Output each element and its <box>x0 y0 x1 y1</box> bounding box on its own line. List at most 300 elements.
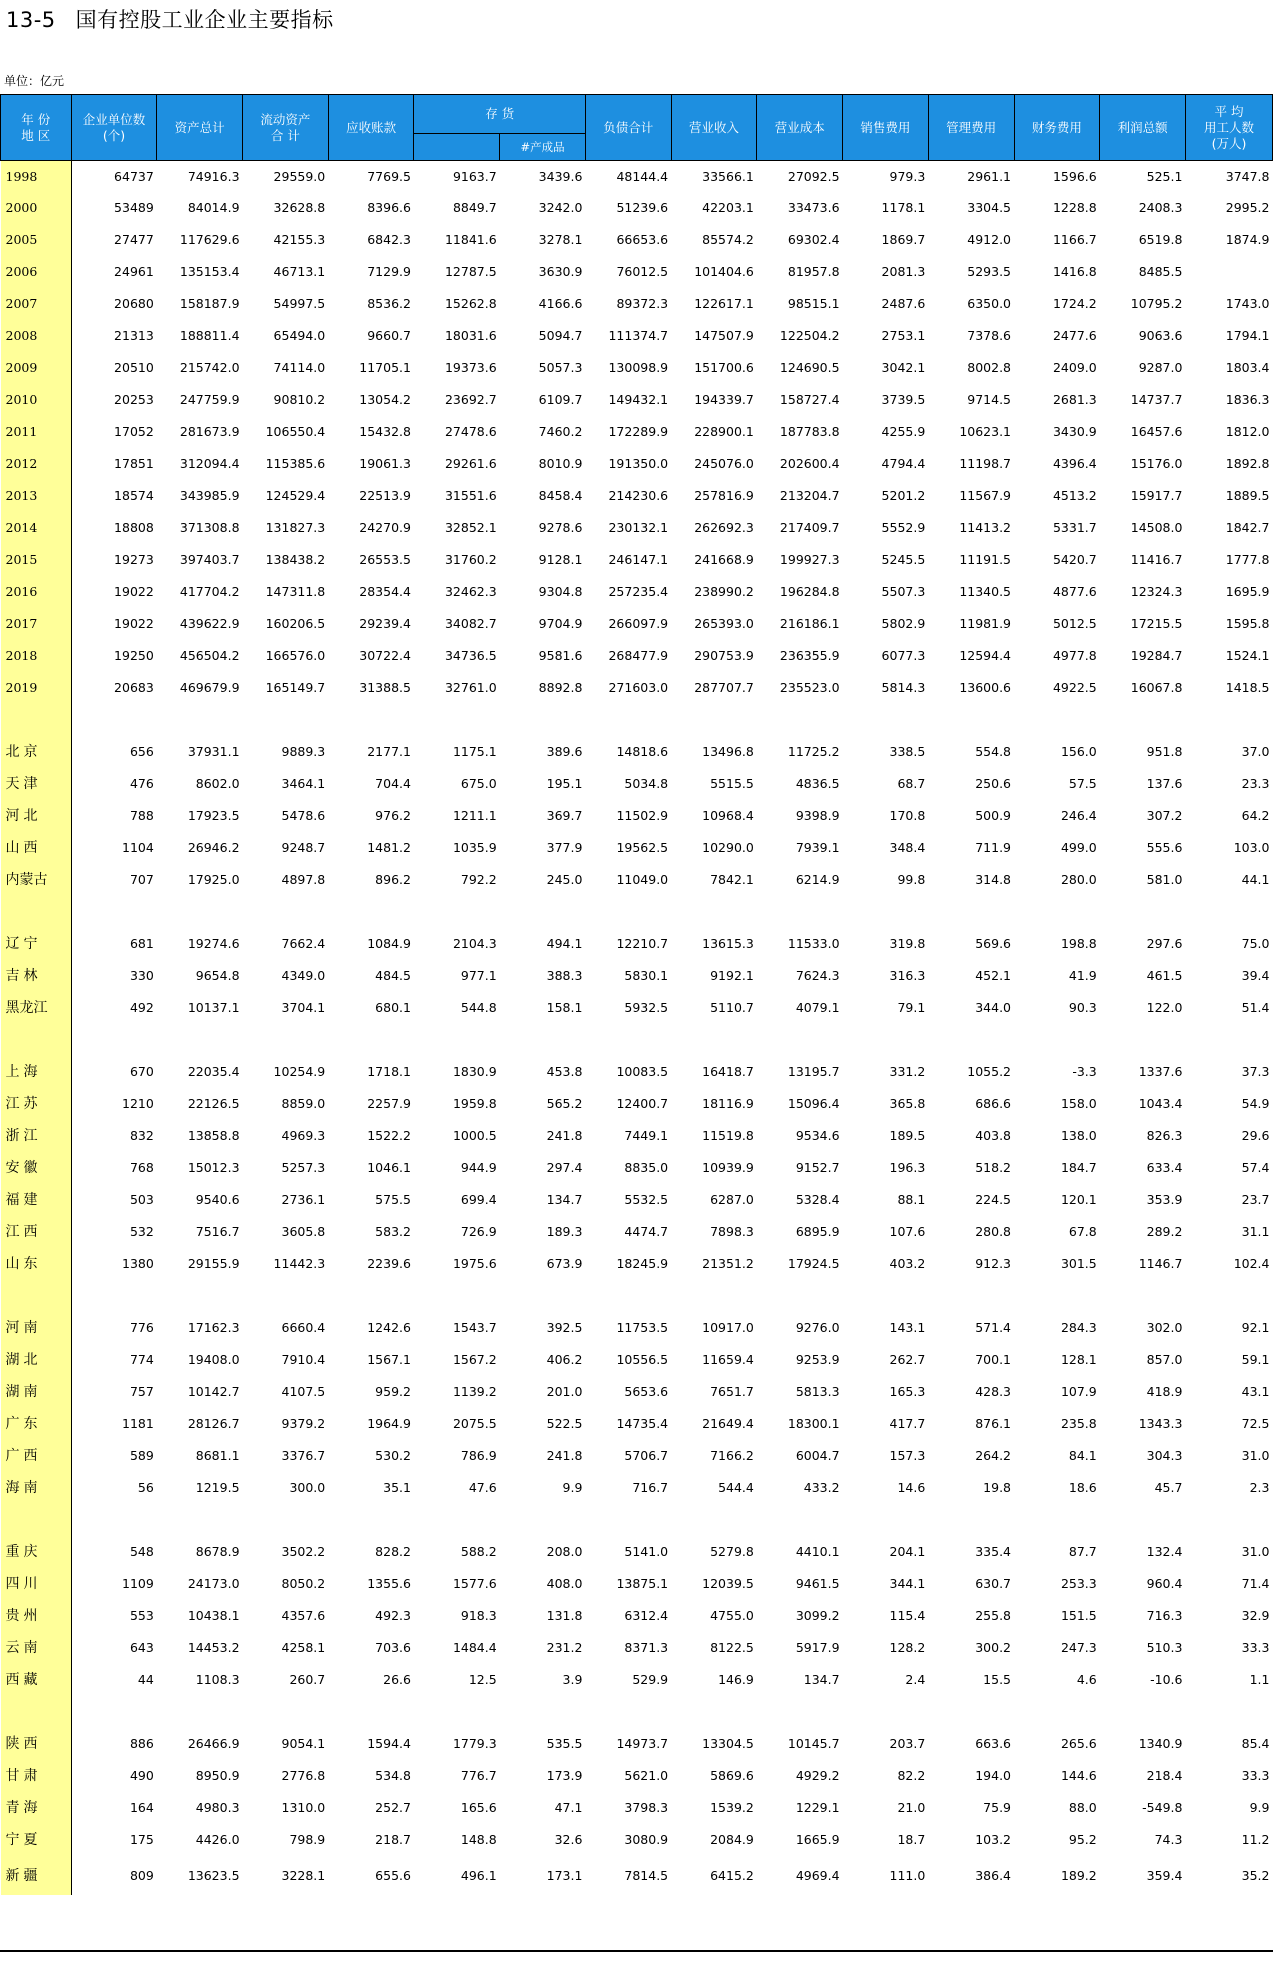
table-cell: 4474.7 <box>624 1223 669 1239</box>
table-cell: 10145.7 <box>787 1735 840 1751</box>
table-cell: 11705.1 <box>359 359 411 375</box>
table-cell: 496.1 <box>460 1867 497 1883</box>
table-cell: 461.5 <box>1146 967 1183 983</box>
table-cell <box>71 1279 157 1311</box>
table-cell: 253.3 <box>1060 1575 1097 1591</box>
table-cell: 194.0 <box>975 1767 1012 1783</box>
table-cell <box>843 1279 929 1311</box>
table-row <box>1 1599 1273 1631</box>
table-cell: 1166.7 <box>1052 231 1097 247</box>
table-cell: 43.1 <box>1241 1383 1270 1399</box>
table-cell: 15176.0 <box>1130 455 1183 471</box>
table-cell: 469679.9 <box>179 679 240 695</box>
table-cell: 1210 <box>122 1095 154 1111</box>
table-cell: 84014.9 <box>187 199 240 215</box>
table-cell: 786.9 <box>460 1447 497 1463</box>
table-cell: 397403.7 <box>179 551 240 567</box>
table-cell: 774 <box>129 1351 154 1367</box>
table-cell: 135153.4 <box>179 263 240 279</box>
table-cell: 365.8 <box>889 1095 926 1111</box>
row-region-label: 北京 <box>1 735 72 767</box>
table-cell: 130098.9 <box>608 359 669 375</box>
table-cell <box>414 1695 500 1727</box>
table-cell: 1046.1 <box>367 1159 411 1175</box>
header-accounts-receivable: 应收账款 <box>328 95 414 161</box>
table-cell: 19373.6 <box>444 359 497 375</box>
table-cell: 23.7 <box>1241 1191 1270 1207</box>
table-cell: 9534.6 <box>795 1127 840 1143</box>
table-row <box>1 671 1273 703</box>
table-cell <box>757 1695 843 1727</box>
table-cell: 228900.1 <box>694 423 754 439</box>
table-cell: 2477.6 <box>1052 327 1097 343</box>
table-cell: 85.4 <box>1241 1735 1270 1751</box>
table-cell: 132.4 <box>1146 1543 1183 1559</box>
table-row <box>1 1631 1273 1663</box>
table-cell: 6842.3 <box>367 231 411 247</box>
table-cell: 11.2 <box>1241 1831 1270 1847</box>
table-cell: 331.2 <box>889 1063 926 1079</box>
table-cell <box>671 1695 757 1727</box>
table-cell: 17925.0 <box>187 871 240 887</box>
table-cell: 26946.2 <box>187 839 240 855</box>
table-cell: 238990.2 <box>694 583 754 599</box>
table-cell: 208.0 <box>546 1543 583 1559</box>
table-cell: 203.7 <box>889 1735 926 1751</box>
table-cell: 7516.7 <box>195 1223 240 1239</box>
table-cell: 5478.6 <box>281 807 326 823</box>
table-row <box>1 351 1273 383</box>
table-cell: 1959.8 <box>452 1095 497 1111</box>
row-year-label: 2011 <box>1 415 72 447</box>
table-cell: 700.1 <box>975 1351 1012 1367</box>
table-cell: 655.6 <box>375 1867 411 1883</box>
table-cell <box>157 1023 243 1055</box>
table-cell: 307.2 <box>1146 807 1183 823</box>
table-cell: 499.0 <box>1060 839 1097 855</box>
row-region-label: 辽宁 <box>1 927 72 959</box>
table-cell: 403.2 <box>889 1255 926 1271</box>
table-row <box>1 1663 1273 1695</box>
table-cell: 34082.7 <box>444 615 497 631</box>
table-cell: 252.7 <box>375 1799 411 1815</box>
table-cell: 26.6 <box>383 1671 411 1687</box>
table-cell: 792.2 <box>460 871 497 887</box>
table-cell <box>157 895 243 927</box>
table-cell <box>843 895 929 927</box>
table-cell: 23.3 <box>1241 775 1270 791</box>
table-cell: 13875.1 <box>616 1575 669 1591</box>
table-cell: 5141.0 <box>624 1543 669 1559</box>
table-cell: 8950.9 <box>195 1767 240 1783</box>
table-cell: 297.4 <box>546 1159 583 1175</box>
table-cell: 68.7 <box>897 775 926 791</box>
table-cell: 1035.9 <box>452 839 497 855</box>
table-cell: 1743.0 <box>1225 295 1270 311</box>
table-cell: 13496.8 <box>702 743 754 759</box>
table-row <box>1 1727 1273 1759</box>
table-cell: 16457.6 <box>1130 423 1183 439</box>
table-row <box>1 1567 1273 1599</box>
table-cell: 4255.9 <box>881 423 926 439</box>
row-region-label: 贵州 <box>1 1599 72 1631</box>
table-cell: 5932.5 <box>624 999 669 1015</box>
header-operating-revenue: 营业收入 <box>671 95 757 161</box>
table-cell: 255.8 <box>975 1607 1012 1623</box>
table-cell: 9704.9 <box>538 615 583 631</box>
table-cell: 122617.1 <box>694 295 754 311</box>
table-cell: 4877.6 <box>1052 583 1097 599</box>
table-cell: 4349.0 <box>281 967 326 983</box>
table-cell: 214230.6 <box>608 487 669 503</box>
table-cell: 5653.6 <box>624 1383 669 1399</box>
table-cell <box>585 703 671 735</box>
table-cell <box>71 1503 157 1535</box>
table-cell: 344.1 <box>889 1575 926 1591</box>
table-cell: 7460.2 <box>538 423 583 439</box>
table-cell: 115385.6 <box>265 455 326 471</box>
table-row <box>1 607 1273 639</box>
table-cell: 5507.3 <box>881 583 926 599</box>
table-cell: 18.7 <box>897 1831 926 1847</box>
table-cell: 2084.9 <box>710 1831 754 1847</box>
table-cell: 64.2 <box>1241 807 1270 823</box>
table-cell: 548 <box>129 1543 154 1559</box>
table-cell: 57.4 <box>1241 1159 1270 1175</box>
table-cell: 157.3 <box>889 1447 926 1463</box>
table-cell: 280.0 <box>1060 871 1097 887</box>
table-cell: 1416.8 <box>1052 263 1097 279</box>
table-cell <box>1014 1279 1100 1311</box>
table-cell: 146.9 <box>718 1671 754 1687</box>
table-cell: 297.6 <box>1146 935 1183 951</box>
table-cell: 1794.1 <box>1225 327 1270 343</box>
table-cell: 522.5 <box>546 1415 583 1431</box>
table-cell: 13623.5 <box>187 1867 240 1883</box>
table-cell: 5245.5 <box>881 551 926 567</box>
table-row <box>1 767 1273 799</box>
table-cell: 1522.2 <box>367 1127 411 1143</box>
table-cell: 9192.1 <box>710 967 754 983</box>
table-cell: 13054.2 <box>359 391 411 407</box>
table-cell: 776 <box>129 1319 154 1335</box>
table-row <box>1 991 1273 1023</box>
table-cell: 768 <box>129 1159 154 1175</box>
table-cell: 1175.1 <box>452 743 497 759</box>
table-cell: 1000.5 <box>452 1127 497 1143</box>
table-body <box>1 161 1273 1896</box>
table-cell: 29239.4 <box>359 615 411 631</box>
table-cell: 4166.6 <box>538 295 583 311</box>
table-cell: 89372.3 <box>616 295 669 311</box>
table-cell: 9304.8 <box>538 583 583 599</box>
row-year-label: 2005 <box>1 223 72 255</box>
table-cell: 6350.0 <box>967 295 1012 311</box>
table-cell: 17162.3 <box>187 1319 240 1335</box>
table-cell: 500.9 <box>975 807 1012 823</box>
header-avg-employees: 平 均 用工人数 (万人) <box>1185 95 1272 161</box>
table-cell: 2776.8 <box>281 1767 326 1783</box>
table-cell: 27092.5 <box>787 168 840 184</box>
table-cell: 35.2 <box>1241 1867 1270 1883</box>
table-cell: 148.8 <box>460 1831 497 1847</box>
table-cell: 9889.3 <box>281 743 326 759</box>
table-cell <box>500 1503 586 1535</box>
table-cell: 7662.4 <box>281 935 326 951</box>
table-cell <box>1014 1023 1100 1055</box>
table-cell: 13615.3 <box>702 935 754 951</box>
table-row <box>1 639 1273 671</box>
table-cell: 5515.5 <box>710 775 754 791</box>
row-region-label: 广东 <box>1 1407 72 1439</box>
table-cell: 8458.4 <box>538 487 583 503</box>
table-cell <box>1014 1503 1100 1535</box>
table-cell: 544.4 <box>718 1479 754 1495</box>
table-cell: 918.3 <box>460 1607 497 1623</box>
table-cell <box>928 703 1014 735</box>
table-cell: 857.0 <box>1146 1351 1183 1367</box>
table-cell <box>500 703 586 735</box>
table-cell: 4755.0 <box>710 1607 754 1623</box>
table-cell: 18300.1 <box>787 1415 840 1431</box>
table-row <box>1 735 1273 767</box>
table-cell: 5034.8 <box>624 775 669 791</box>
table-cell: 1695.9 <box>1225 583 1270 599</box>
table-cell: 66653.6 <box>616 231 669 247</box>
table-cell: 11981.9 <box>959 615 1012 631</box>
table-cell: 31388.5 <box>359 679 411 695</box>
table-cell: 85574.2 <box>702 231 754 247</box>
table-cell: 1343.3 <box>1138 1415 1183 1431</box>
table-cell <box>843 1695 929 1727</box>
table-cell: 138.0 <box>1060 1127 1097 1143</box>
table-cell: 24173.0 <box>187 1575 240 1591</box>
table-cell: 2487.6 <box>881 295 926 311</box>
table-cell: 27478.6 <box>444 423 497 439</box>
table-cell: 663.6 <box>975 1735 1012 1751</box>
table-cell: 8536.2 <box>367 295 411 311</box>
table-cell: 67.8 <box>1068 1223 1097 1239</box>
table-cell: 41.9 <box>1068 967 1097 983</box>
table-cell: 218.4 <box>1146 1767 1183 1783</box>
table-cell: 158.0 <box>1060 1095 1097 1111</box>
table-cell: 11753.5 <box>616 1319 669 1335</box>
header-inventory: 存 货 <box>414 95 585 134</box>
table-cell: 977.1 <box>460 967 497 983</box>
table-cell: 13858.8 <box>187 1127 240 1143</box>
table-cell <box>671 703 757 735</box>
table-cell: 33.3 <box>1241 1639 1270 1655</box>
table-cell: 555.6 <box>1146 839 1183 855</box>
table-cell <box>585 895 671 927</box>
table-cell: 17924.5 <box>787 1255 840 1271</box>
table-cell: 20510 <box>114 359 154 375</box>
table-cell: 5057.3 <box>538 359 583 375</box>
table-cell: 48144.4 <box>616 168 669 184</box>
table-cell: 2961.1 <box>967 168 1012 184</box>
table-cell: 51.4 <box>1241 999 1270 1015</box>
row-region-label: 西藏 <box>1 1663 72 1695</box>
table-cell: 1830.9 <box>452 1063 497 1079</box>
table-row <box>1 1759 1273 1791</box>
table-cell: 10795.2 <box>1130 295 1183 311</box>
table-cell: 262.7 <box>889 1351 926 1367</box>
table-cell: 392.5 <box>546 1319 583 1335</box>
table-cell: 18808 <box>114 519 154 535</box>
table-cell <box>1185 1023 1272 1055</box>
table-number: 13-5 <box>6 8 56 32</box>
header-total-assets: 资产总计 <box>157 95 243 161</box>
table-cell: 22513.9 <box>359 487 411 503</box>
table-cell: 703.6 <box>375 1639 411 1655</box>
table-cell: 1975.6 <box>452 1255 497 1271</box>
row-region-label: 湖南 <box>1 1375 72 1407</box>
table-cell: 13304.5 <box>702 1735 754 1751</box>
table-cell: 1310.0 <box>281 1799 326 1815</box>
table-cell: 165149.7 <box>265 679 326 695</box>
table-cell: 37.0 <box>1241 743 1270 759</box>
row-region-label: 湖北 <box>1 1343 72 1375</box>
row-region-label: 江苏 <box>1 1087 72 1119</box>
table-cell: 65494.0 <box>273 327 326 343</box>
table-cell <box>671 1279 757 1311</box>
table-cell: 158727.4 <box>779 391 840 407</box>
table-cell: 241668.9 <box>694 551 754 567</box>
table-cell <box>157 1503 243 1535</box>
table-cell: 19061.3 <box>359 455 411 471</box>
table-cell: 144.6 <box>1060 1767 1097 1783</box>
table-cell: 4079.1 <box>795 999 840 1015</box>
table-cell: 21649.4 <box>702 1415 754 1431</box>
table-cell: 312094.4 <box>179 455 240 471</box>
table-cell: 33473.6 <box>787 199 840 215</box>
table-cell: 122504.2 <box>779 327 840 343</box>
table-cell: 246.4 <box>1060 807 1097 823</box>
table-cell: 959.2 <box>375 1383 411 1399</box>
table-cell: 686.6 <box>975 1095 1012 1111</box>
table-cell: 726.9 <box>460 1223 497 1239</box>
table-cell: 56 <box>137 1479 154 1495</box>
table-cell: 1812.0 <box>1225 423 1270 439</box>
table-cell: 4426.0 <box>195 1831 240 1847</box>
table-cell: 28126.7 <box>187 1415 240 1431</box>
table-cell: 5331.7 <box>1052 519 1097 535</box>
row-label <box>1 703 72 735</box>
table-cell: 7769.5 <box>367 168 411 184</box>
table-cell: -3.3 <box>1072 1063 1097 1079</box>
table-cell: 7651.7 <box>710 1383 754 1399</box>
table-cell: 189.3 <box>546 1223 583 1239</box>
table-cell: 428.3 <box>975 1383 1012 1399</box>
table-cell: 553 <box>129 1607 154 1623</box>
table-cell <box>843 1023 929 1055</box>
table-cell: 1595.8 <box>1225 615 1270 631</box>
table-cell: 6312.4 <box>624 1607 669 1623</box>
table-cell: 33.3 <box>1241 1767 1270 1783</box>
table-cell: 128.1 <box>1060 1351 1097 1367</box>
row-region-label: 新疆 <box>1 1855 72 1895</box>
table-cell: 10254.9 <box>273 1063 326 1079</box>
table-cell: 4258.1 <box>281 1639 326 1655</box>
table-cell: 32.6 <box>554 1831 583 1847</box>
table-cell: 2408.3 <box>1138 199 1183 215</box>
table-cell: 1043.4 <box>1138 1095 1183 1111</box>
table-cell: 24270.9 <box>359 519 411 535</box>
table-cell: 529.9 <box>632 1671 669 1687</box>
table-cell <box>71 1023 157 1055</box>
table-cell: 6214.9 <box>795 871 840 887</box>
table-cell: 37931.1 <box>187 743 240 759</box>
table-cell: 408.0 <box>546 1575 583 1591</box>
table-cell: 1874.9 <box>1225 231 1270 247</box>
table-cell: 26553.5 <box>359 551 411 567</box>
table-cell: 39.4 <box>1241 967 1270 983</box>
table-cell: 1481.2 <box>367 839 411 855</box>
table-cell: 10083.5 <box>616 1063 669 1079</box>
table-cell: 656 <box>129 743 154 759</box>
table-cell: 707 <box>129 871 154 887</box>
table-cell: 4929.2 <box>795 1767 840 1783</box>
table-cell <box>157 1695 243 1727</box>
table-cell: 3278.1 <box>538 231 583 247</box>
table-cell: 673.9 <box>546 1255 583 1271</box>
table-cell: 3739.5 <box>881 391 926 407</box>
table-cell: 1577.6 <box>452 1575 497 1591</box>
table-cell: 20683 <box>114 679 154 695</box>
table-cell: 5094.7 <box>538 327 583 343</box>
row-year-label: 2007 <box>1 287 72 319</box>
table-cell <box>585 1503 671 1535</box>
table-cell: 8678.9 <box>195 1543 240 1559</box>
table-cell: 103.0 <box>1233 839 1270 855</box>
table-cell: 19273 <box>114 551 154 567</box>
row-label <box>1 895 72 927</box>
table-cell: 302.0 <box>1146 1319 1183 1335</box>
table-cell: 1964.9 <box>367 1415 411 1431</box>
table-cell <box>1185 1503 1272 1535</box>
table-cell: 5201.2 <box>881 487 926 503</box>
table-cell: 11340.5 <box>959 583 1012 599</box>
table-cell: 377.9 <box>546 839 583 855</box>
table-cell: 1.1 <box>1249 1671 1270 1687</box>
table-cell: 386.4 <box>975 1867 1012 1883</box>
table-cell: 1567.2 <box>452 1351 497 1367</box>
table-cell: 716.7 <box>632 1479 669 1495</box>
table-cell: 9.9 <box>562 1479 583 1495</box>
table-cell <box>757 895 843 927</box>
table-cell: 134.7 <box>803 1671 840 1687</box>
row-region-label: 福建 <box>1 1183 72 1215</box>
table-cell: 9461.5 <box>795 1575 840 1591</box>
table-cell: 44.1 <box>1241 871 1270 887</box>
table-cell: 7449.1 <box>624 1127 669 1143</box>
table-cell: 14508.0 <box>1130 519 1183 535</box>
table-cell: 2736.1 <box>281 1191 326 1207</box>
table-cell: 107.6 <box>889 1223 926 1239</box>
table-cell <box>1185 1695 1272 1727</box>
table-cell: 569.6 <box>975 935 1012 951</box>
spacer-row <box>1 1023 1273 1055</box>
table-cell: 8681.1 <box>195 1447 240 1463</box>
table-cell <box>1100 895 1186 927</box>
table-cell: 4107.5 <box>281 1383 326 1399</box>
table-cell <box>928 1695 1014 1727</box>
table-row <box>1 863 1273 895</box>
table-row <box>1 1055 1273 1087</box>
table-cell: 7898.3 <box>710 1223 754 1239</box>
table-cell: 7842.1 <box>710 871 754 887</box>
table-cell <box>328 703 414 735</box>
